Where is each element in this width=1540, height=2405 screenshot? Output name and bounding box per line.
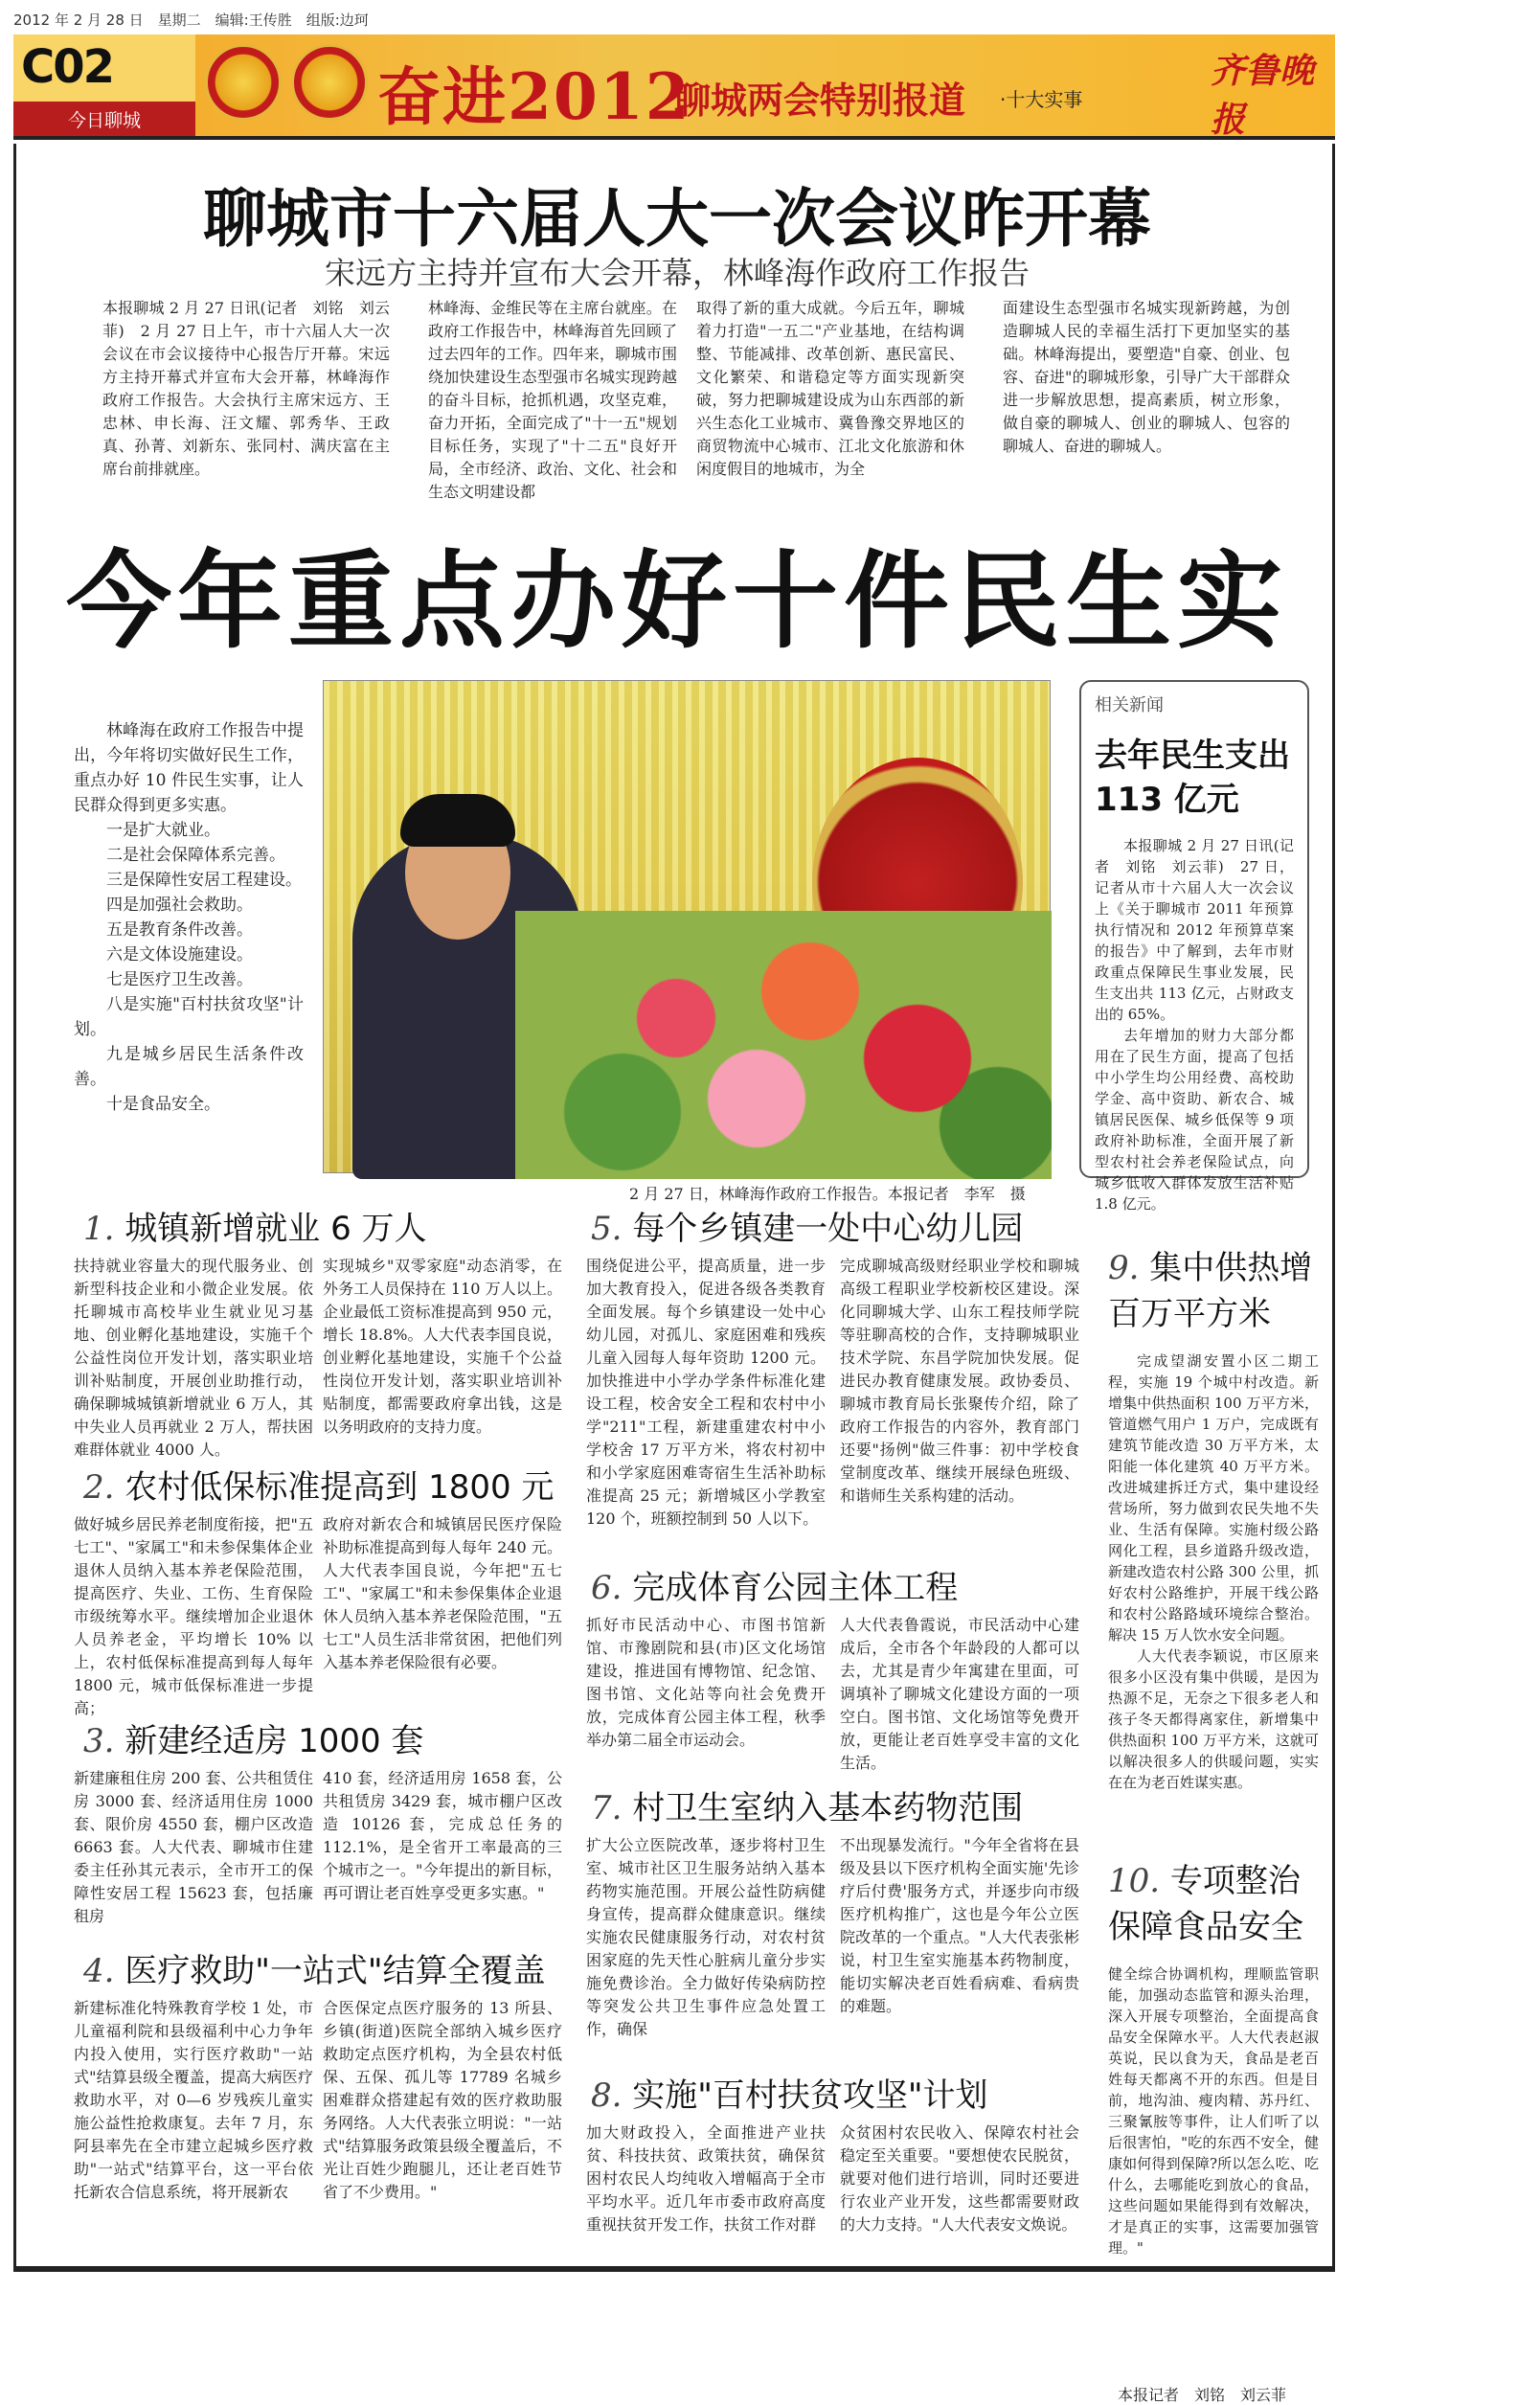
item-4-col-b: 合医保定点医疗服务的 13 所县、乡镇(街道)医院全部纳入城乡医疗救助定点医疗机构，为全县农村低保、五保、孤儿等 17789 名城乡困难群众搭建起有效的医疗救助服务网络。人大代表张立明说："一站式"结算服务政策县级全覆盖后，不光让百姓少跑腿儿，还让老百姓节省了不少费用。" [323,1999,562,2201]
intro-item: 二是社会保障体系完善。 [106,846,285,865]
photo-caption: 2 月 27 日，林峰海作政府工作报告。本报记者 李军 摄 [629,1185,1026,1203]
banner [13,34,1335,140]
section-label: 今日聊城 [13,102,195,136]
item-4-col-a: 新建标准化特殊教育学校 1 处，市儿童福利院和县级福利中心力争年内投入使用，实行医疗救助"一站式"结算县级全覆盖，提高大病医疗救助水平，对 0—6 岁残疾儿童实施公益性抢救康复。去年 7 月，东阿县率先在全市建立起城乡医疗救助"一站式"结算平台，这一平台依托新农合信息系统，将开展新农 [74,1999,313,2201]
item-3-col-a: 新建廉租住房 200 套、公共租赁住房 3000 套、经济适用住房 1000 套、限价房 4550 套，棚户区改造 6663 套。人大代表、聊城市住建委主任孙其元表示，全市开工的保障性安居工程 15623 套，包括廉租房 [74,1769,313,1925]
related-news-title: 去年民生支出 113 亿元 [1095,737,1290,819]
lead-col-4: 面建设生态型强市名城实现新跨越，为创造聊城人民的幸福生活打下更加坚实的基础。林峰海提出，要塑造"自豪、创业、包容、奋进"的聊城形象，引导广大干部群众进一步解放思想，提高素质，树立形象，做自豪的聊城人、创业的聊城人、包容的聊城人、奋进的聊城人。 [1003,299,1290,455]
item-10-title: 10. 专项整治保障食品安全 [1108,1862,1303,1946]
item-6-col-a: 抓好市民活动中心、市图书馆新馆、市豫剧院和县(市)区文化场馆建设，推进国有博物馆、纪念馆、图书馆、文化站等向社会免费开放，完成体育公园主体工程，秋季举办第二届全市运动会。 [586,1616,826,1749]
intro-list [74,718,304,1117]
item-2-title: 2. 农村低保标准提高到 1800 元 [83,1468,555,1507]
page-number: C02 [21,40,114,94]
newspaper-logo: 齐鲁晚报 [1211,51,1315,140]
page-number-block [13,34,195,102]
item-1-title: 1. 城镇新增就业 6 万人 [83,1210,427,1248]
item-5-title: 5. 每个乡镇建一处中心幼儿园 [591,1210,1024,1248]
item-7-col-b: 不出现暴发流行。"今年全省将在县级及县以下医疗机构全面实施'先诊疗后付费'服务方式，并逐步向市级医疗机构推广，这也是今年公立医院改革的一个重点。"人大代表张彬说，村卫生室实施基本药物制度，能切实解决老百姓看病难、看病贵的难题。 [840,1836,1079,2015]
item-8-title: 8. 实施"百村扶贫攻坚"计划 [591,2076,988,2115]
item-7-title: 7. 村卫生室纳入基本药物范围 [591,1789,1024,1827]
intro-item: 一是扩大就业。 [106,821,220,840]
banner-title: 奋进2012 [377,59,691,134]
lead-title: 聊城市十六届人大一次会议昨开幕 [203,182,1151,256]
item-10-body: 健全综合协调机构，理顺监管职能，加强动态监管和源头治理，深入开展专项整治，全面提高食品安全保障水平。人大代表赵淑英说，民以食为天，食品是老百姓每天都离不开的东西。但是目前，地沟油、瘦肉精、苏丹红、三聚氰胺等事件，让人们听了以后很害怕，"吃的东西不安全，健康如何得到保障?所以怎么吃、吃什么，去哪能吃到放心的食品，这些问题如果能得到有效解决，才是真正的实事，这需要加强管理。" [1108,1965,1319,2257]
intro-item: 四是加强社会救助。 [106,896,253,915]
main-headline: 今年重点办好十件民生实 [66,540,1288,663]
intro-item: 五是教育条件改善。 [106,920,253,940]
related-news-box [1079,680,1309,1213]
lead-col-1: 本报聊城 2 月 27 日讯(记者 刘铭 刘云菲) 2 月 27 日上午，市十六届人大一次会议在市会议接待中心报告厅开幕。宋远方主持开幕式并宣布大会开幕，林峰海作政府工作报告。大会执行主席宋远方、王忠林、申长海、汪文耀、郭秀华、王政真、孙菁、刘新东、张同村、满庆富在主席台前排就座。 [102,299,390,478]
item-4-title: 4. 医疗救助"一站式"结算全覆盖 [83,1952,546,1990]
item-3-col-b: 410 套，经济适用房 1658 套，公共租赁房 3429 套，城市棚户区改造 10126 套，完成总任务的 112.1%，是全省开工率最高的三个城市之一。"今年提出的新目标，再可谓让老百姓享受更多实惠。" [323,1769,562,1902]
related-news-label: 相关新闻 [1095,695,1164,715]
item-1-col-a: 扶持就业容量大的现代服务业、创新型科技企业和小微企业发展。依托聊城市高校毕业生就业见习基地、创业孵化基地建设，实施千个公益性岗位开发计划，落实职业培训补贴制度，开展创业助推行动，确保聊城城镇新增就业 6 万人，其中失业人员再就业 2 万人，帮扶困难群体就业 4000 人。 [74,1257,313,1459]
item-7-col-a: 扩大公立医院改革，逐步将村卫生室、城市社区卫生服务站纳入基本药物实施范围。开展公益性防病健身宣传，提高群众健康意识。继续实施农民健康服务行动，对农村贫困家庭的先天性心脏病儿童分步实施免费诊治。全力做好传染病防控等突发公共卫生事件应急处置工作，确保 [586,1836,826,2038]
cppcc-emblem-icon [291,44,368,121]
flower-arrangement [515,911,1052,1179]
item-5-col-a: 围绕促进公平，提高质量，进一步加大教育投入，促进各级各类教育全面发展。每个乡镇建设一处中心幼儿园，对孤儿、家庭困难和残疾儿童入园每人每年资助 1200 元。加快推进中小学办学条件标准化建设工程，校舍安全工程和农村中小学"211"工程，新建重建农村中小学校舍 17 万平方米，将农村初中和小学家庭困难寄宿生生活补助标准提高 25 元；新增城区小学教室 120 个，班额控制到 50 人以下。 [586,1257,826,1528]
item-9-body: 完成望湖安置小区二期工程，实施 19 个城中村改造。新增集中供热面积 100 万平方米，管道燃气用户 1 万户，完成既有建筑节能改造 30 万平方米，太阳能一体化建筑 40 万平方米。改进城建拆迁方式，集中建设经营场所，努力做到农民失地不失业、生活有保障。实施村级公路网化工程，县乡道路升级改造，新建改造农村公路 300 公里，抓好农村公路维护，开展干线公路和农村公路路域环境综合整治。解决 15 万人饮水安全问题。 人大代表李颖说，市区原来很多小区没有集中供暖，是因为热源不足，无奈之下很多老人和孩子冬天都得离家住，新增集中供热面积 100 万平方米，这就可以解决很多人的供暖问题，实实在在为老百姓谋实惠。 [1108,1352,1319,1791]
item-2-col-a: 做好城乡居民养老制度衔接，把"五七工"、"家属工"和未参保集体企业退休人员纳入基本养老保险范围，提高医疗、失业、工伤、生育保险市级统筹水平。继续增加企业退休人员养老金，平均增长 10% 以上，农村低保标准提高到每人每年 1800 元，城市低保标准进一步提高； [74,1515,313,1717]
lead-col-3: 取得了新的重大成就。今后五年，聊城着力打造"一五二"产业基地，在结构调整、节能减排、改革创新、惠民富民、文化繁荣、和谐稳定等方面实现新突破，努力把聊城建设成为山东西部的新兴生态化工业城市、冀鲁豫交界地区的商贸物流中心城市、江北文化旅游和休闲度假目的地城市，为全 [696,299,964,478]
intro-lead: 林峰海在政府工作报告中提出，今年将切实做好民生工作，重点办好 10 件民生实事，让人民群众得到更多实惠。 [74,721,304,815]
item-5-col-b: 完成聊城高级财经职业学校和聊城高级工程职业学校新校区建设。深化同聊城大学、山东工程技师学院等驻聊高校的合作，支持聊城职业技术学院、东昌学院加快发展。促进民办教育健康发展。政协委员、聊城市教育局长张聚传介绍，除了政府工作报告的内容外，教育部门还要"扬例"做三件事：初中学校食堂制度改革、继续开展绿色班级、和谐师生关系构建的活动。 [840,1257,1079,1505]
item-8-col-b: 众贫困村农民收入、保障农村社会稳定至关重要。"要想使农民脱贫，就要对他们进行培训，同时还要进行农业产业开发，这些都需要财政的大力支持。"人大代表安文焕说。 [840,2123,1079,2234]
item-8-col-a: 加大财政投入，全面推进产业扶贫、科技扶贫、政策扶贫，确保贫困村农民人均纯收入增幅高于全市平均水平。近几年市委市政府高度重视扶贫开发工作，扶贫工作对群 [586,2123,826,2234]
dateline: 2012 年 2 月 28 日 星期二 编辑:王传胜 组版:边珂 [13,11,369,29]
intro-item: 十是食品安全。 [106,1095,220,1114]
national-emblem-icon [205,44,282,121]
lead-col-2: 林峰海、金维民等在主席台就座。在政府工作报告中，林峰海首先回顾了过去四年的工作。四年来，聊城市围绕加快建设生态型强市名城实现跨越的奋斗目标，抢抓机遇，攻坚克难，奋力开拓，全面完成了"十一五"规划目标任务，实现了"十二五"良好开局，全市经济、政治、文化、社会和生态文明建设都 [428,299,677,501]
page-frame [13,144,1335,2404]
intro-item: 三是保障性安居工程建设。 [106,871,302,890]
intro-item: 八是实施"百村扶贫攻坚"计划。 [74,995,304,1039]
related-news-body: 本报聊城 2 月 27 日讯(记者 刘铭 刘云菲) 27 日，记者从市十六届人大一次会议上《关于聊城市 2011 年预算执行情况和 2012 年预算草案的报告》中了解到，去年市财政重点保障民生事业发展，民生支出共 113 亿元，占财政支出的 65%。 去年增加的财力大部分都用在了民生方面，提高了包括中小学生均公用经费、高校助学金、高中资助、新农合、城镇居民医保、城乡低保等 9 项政府补助标准，全面开展了新型农村社会养老保险试点，向城乡低收入群体发放生活补贴 1.8 亿元。 [1095,837,1294,1213]
item-3-title: 3. 新建经适房 1000 套 [83,1722,424,1760]
intro-item: 六是文体设施建设。 [106,945,253,964]
news-photo [323,680,1051,1173]
item-9-title: 9. 集中供热增百万平方米 [1108,1249,1313,1333]
item-6-title: 6. 完成体育公园主体工程 [591,1569,959,1607]
banner-tag: ·十大实事 [1000,88,1083,111]
item-2-col-b: 政府对新农合和城镇居民医疗保险补助标准提高到每人每年 240 元。人大代表李国良说，今年把"五七工"、"家属工"和未参保集体企业退休人员纳入基本养老保险范围，"五七工"人员生活非常贫困，把他们列入基本养老保险很有必要。 [323,1515,562,1671]
item-6-col-b: 人大代表鲁霞说，市民活动中心建成后，全市各个年龄段的人都可以去，尤其是青少年寓建在里面，可调填补了聊城文化建设方面的一项空白。图书馆、文化场馆等免费开放，更能让老百姓享受丰富的文化生活。 [840,1616,1079,1772]
reporter-credit: 本报记者 刘铭 刘云菲 [1118,2386,1287,2404]
intro-item: 九是城乡居民生活条件改善。 [74,1045,304,1089]
intro-item: 七是医疗卫生改善。 [106,970,253,989]
lead-subtitle: 宋远方主持并宣布大会开幕，林峰海作政府工作报告 [324,255,1030,291]
banner-subtitle: 聊城两会特别报道 [674,79,966,122]
item-1-col-b: 实现城乡"双零家庭"动态消零，在外务工人员保持在 110 万人以上。企业最低工资标准提高到 950 元，增长 18.8%。人大代表李国良说，创业孵化基地建设，实施千个公益性岗位开发计划，落实职业培训补贴制度，都需要政府拿出钱，这是以务明政府的支持力度。 [323,1257,562,1436]
